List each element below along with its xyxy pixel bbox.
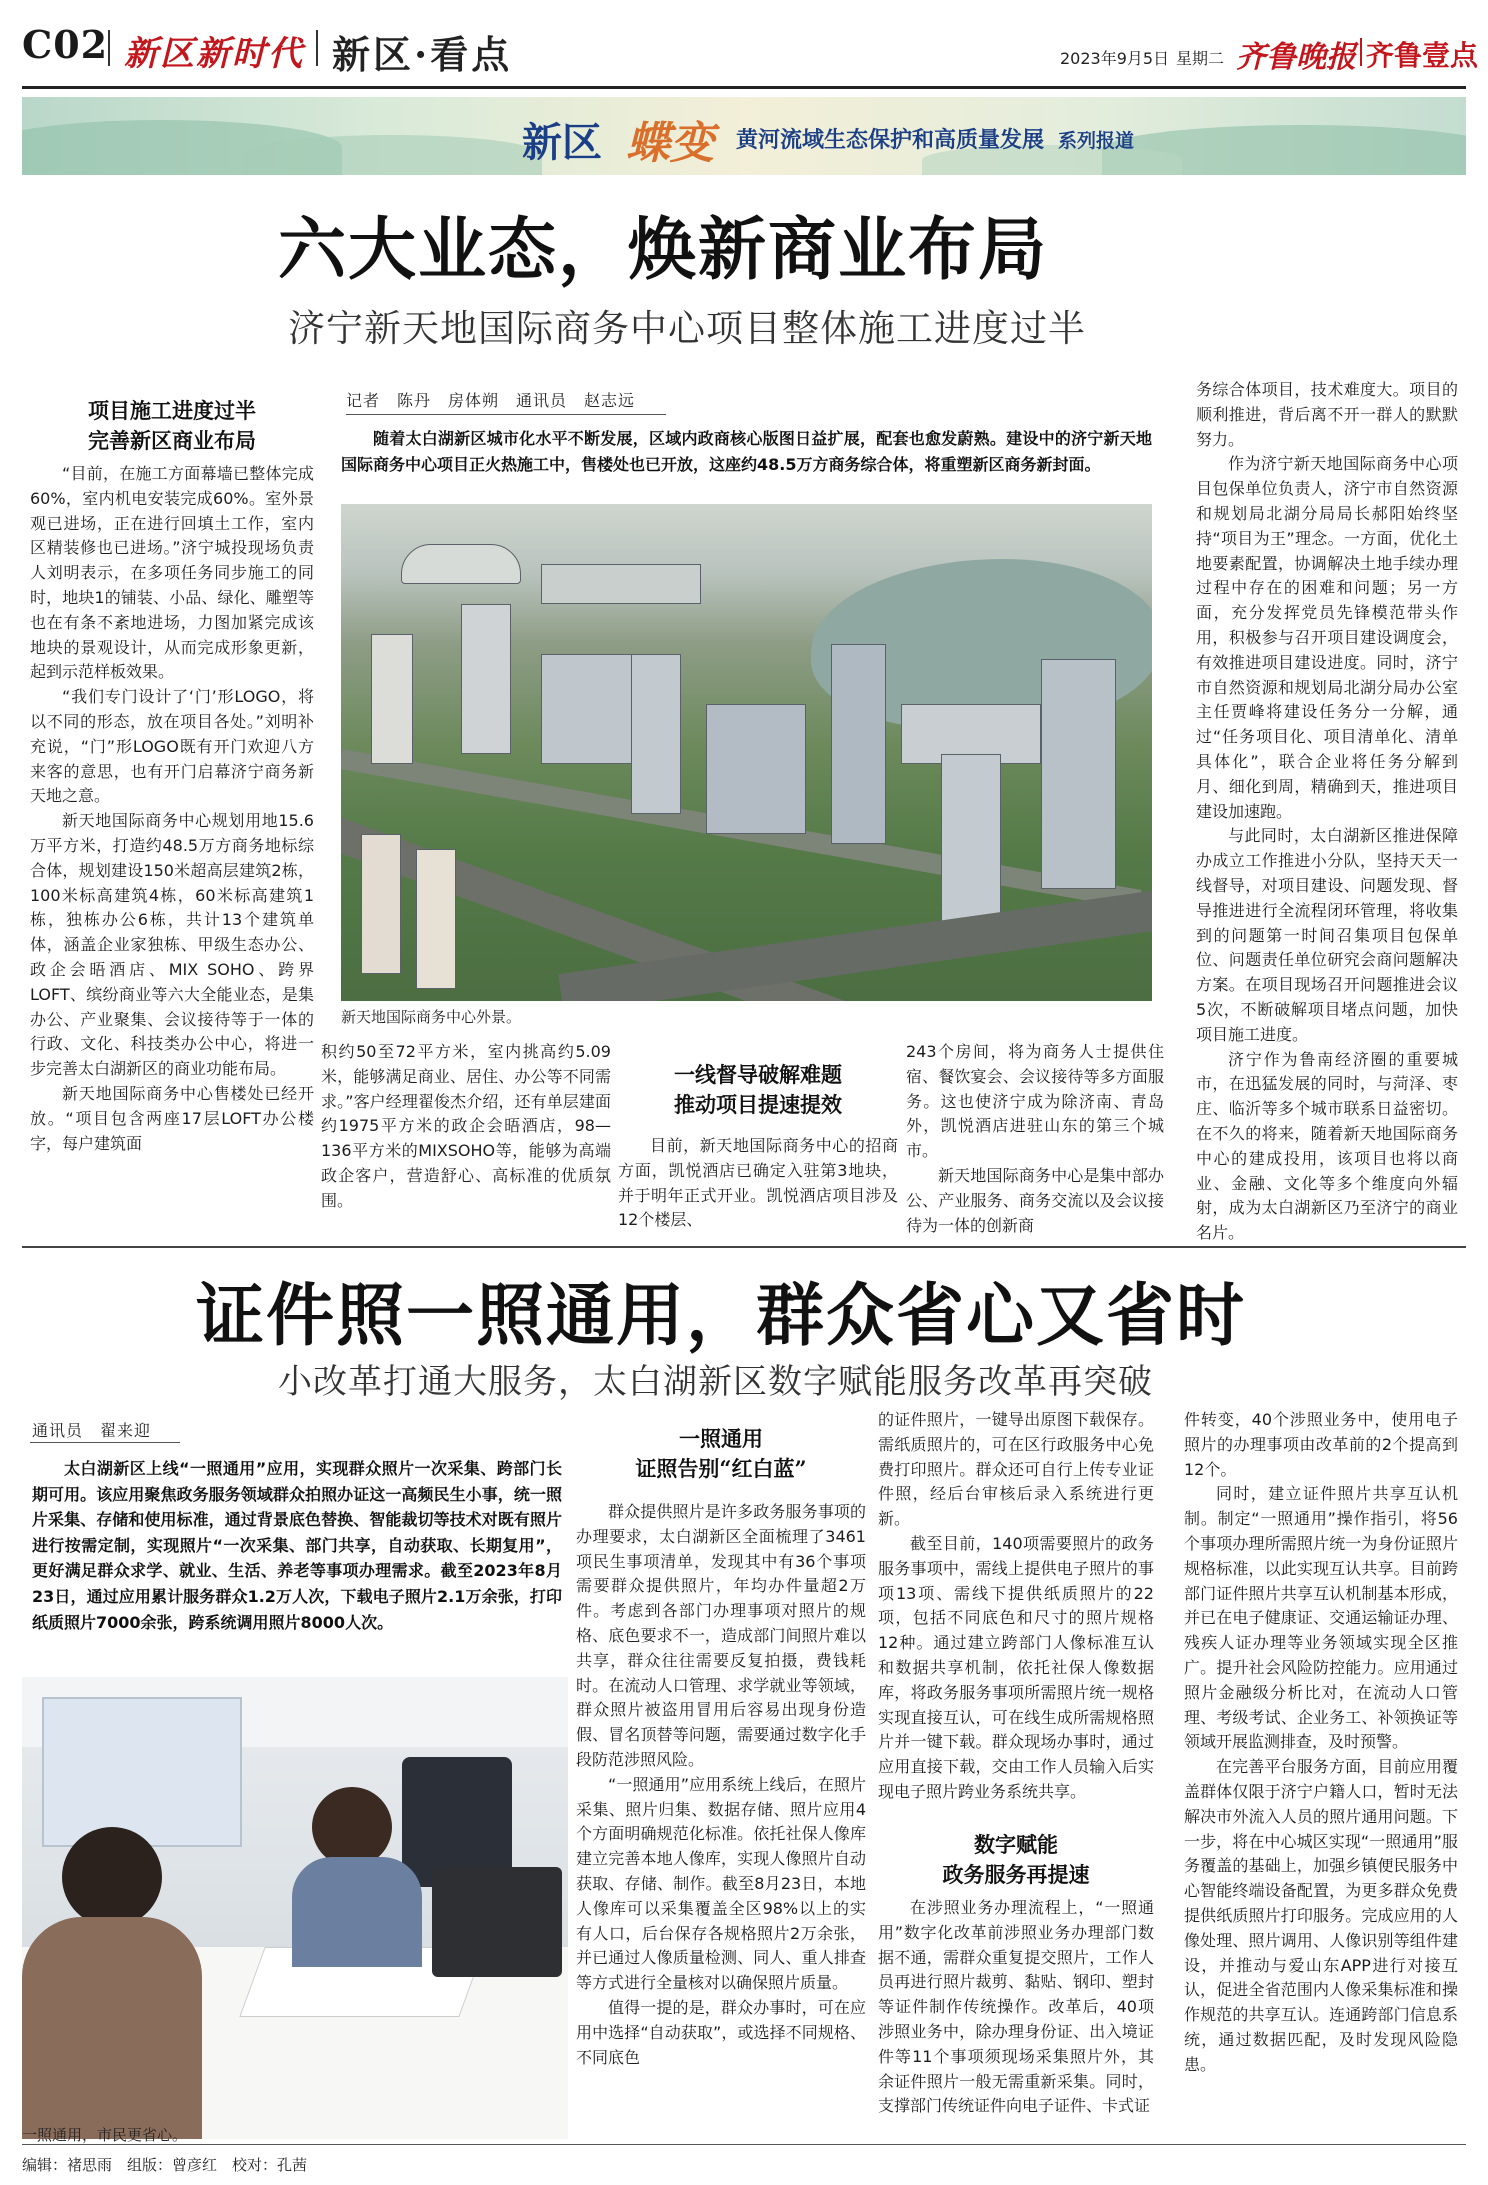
- paragraph: 243个房间，将为商务人士提供住宿、餐饮宴会、会议接待等多方面服务。这也使济宁成为除济南、青岛外，凯悦酒店进驻山东的第三个城市。: [906, 1042, 1164, 1161]
- article2-col2-heading: 一照通用 证照告别“红白蓝”: [635, 1426, 807, 1482]
- paragraph: 件转变，40个涉照业务中，使用电子照片的办理事项由改革前的2个提高到12个。: [1184, 1410, 1458, 1479]
- article2-byline: 通讯员 翟来迎: [32, 1421, 152, 1440]
- banner-title: 新区: [522, 119, 602, 166]
- banner-subtitle: 黄河流域生态保护和高质量发展: [736, 127, 1045, 153]
- app-logo: 齐鲁壹点: [1366, 39, 1479, 72]
- issue-date: 2023年9月5日: [1060, 49, 1170, 68]
- article1-headline: 六大业态，焕新商业布局: [278, 210, 1049, 290]
- paragraph: 同时，建立证件照片共享互认机制。制定“一照通用”操作指引，将56个事项办理所需照片统一为身份证照片规格标准，以此实现互认共享。目前跨部门证件照片共享互认机制基本形成，并已在电子健康证、交通运输证办理、残疾人证办理等业务领域实现全区推广。提升社会风险防控能力。应用通过照片金融级分析比对，在流动人口管理、考级考试、企业务工、补领换证等领域开展监测排查，及时预警。: [1184, 1484, 1458, 1752]
- paragraph: 的证件照片，一键导出原图下载保存。需纸质照片的，可在区行政服务中心免费打印照片。群众还可自行上传专业证件照，经后台审核后录入系统进行更新。: [878, 1410, 1154, 1529]
- article1-col2b-heading: 一线督导破解难题 推动项目提速提效: [674, 1062, 842, 1118]
- photo-building: [631, 654, 681, 814]
- paragraph: 新天地国际商务中心售楼处已经开放。“项目包含两座17层LOFT办公楼字，每户建筑面: [30, 1083, 314, 1153]
- aerial-photo: [341, 504, 1152, 1001]
- service-counter-photo: [22, 1677, 568, 2139]
- photo-building: [1041, 659, 1116, 889]
- paragraph: 值得一提的是，群众办事时，可在应用中选择“自动获取”，或选择不同规格、不同底色: [576, 1997, 866, 2067]
- article1-col2b: [618, 1134, 898, 1233]
- paragraph: 新天地国际商务中心是集中部办公、产业服务、商务交流以及会议接待为一体的创新商: [906, 1165, 1164, 1235]
- article2-col3-heading: 数字赋能 政务服务再提速: [942, 1832, 1090, 1888]
- article2-col4: [1184, 1408, 1458, 2078]
- article2-headline: 证件照一照通用，群众省心又省时: [196, 1276, 1247, 1356]
- photo-building: [416, 849, 456, 989]
- article1-subheadline: 济宁新天地国际商务中心项目整体施工进度过半: [288, 307, 1086, 350]
- header-divider: [316, 30, 318, 66]
- byline-rule: [30, 1442, 180, 1443]
- paragraph: 务综合体项目，技术难度大。项目的顺利推进，背后离不开一群人的默默努力。: [1196, 380, 1458, 449]
- photo-person: [62, 1827, 162, 1927]
- paragraph: 新天地国际商务中心规划用地15.6万平方米，打造约48.5万方商务地标综合体，规划建设150米超高层建筑2栋，100米标高建筑4栋，60米标高建筑1栋，独栋办公6栋，共计13个建筑单体，涵盖企业家独栋、甲级生态办公、政企会晤酒店、MIX SOHO、跨界LOFT、缤纷商业等六大全能业态，是集办公、产业聚集、会议接待等于一体的行政、文化、科技类办公中心，将进一步完善太白湖新区的商业功能布局。: [30, 811, 314, 1079]
- article1-col1-heading: 项目施工进度过半 完善新区商业布局: [88, 398, 256, 454]
- article2-photo-caption: 一照通用，市民更省心。: [22, 2126, 188, 2144]
- brand-logo: 新区新时代: [124, 34, 304, 74]
- paragraph: 积约50至72平方米，室内挑高约5.09米，能够满足商业、居住、办公等不同需求。”客户经理翟俊杰介绍，还有单层建面约1975平方米的政企会晤酒店，98—136平方米的MIXSOHO等，能够为高端政企客户，营造舒心、高标准的优质氛围。: [321, 1042, 611, 1210]
- article1-col3: [1196, 378, 1458, 1246]
- paragraph: 在涉照业务办理流程上，“一照通用”数字化改革前涉照业务办理部门数据不通，需群众重复提交照片，工作人员再进行照片裁剪、黏贴、钢印、塑封等证件制作传统操作。改革后，40项涉照业务中，除办理身份证、出入境证件等11个事项须现场采集照片外，其余证件照片一般无需重新采集。同时，支撑部门传统证件向电子证件、卡式证: [878, 1898, 1154, 2116]
- paragraph: 截至目前，140项需要照片的政务服务事项中，需线上提供电子照片的事项13项、需线下提供纸质照片的22项，包括不同底色和尺寸的照片规格12种。通过建立跨部门人像标准互认和数据共享机制，依托社保人像数据库，将政务服务事项所需照片统一规格实现直接互认，可在线生成所需规格照片并一键下载。群众现场办事时，通过应用直接下载，交由工作人员输入后实现电子照片跨业务系统共享。: [878, 1533, 1154, 1801]
- banner-hill: [242, 135, 542, 175]
- section-title: 新区·看点: [332, 32, 513, 77]
- article1-col2a: [321, 1040, 611, 1214]
- paragraph: “我们专门设计了‘门’形LOGO，将以不同的形态，放在项目各处。”刘明补充说，“门”形LOGO既有开门欢迎八方来客的意思，也有开门启幕济宁商务新天地之意。: [30, 687, 314, 806]
- article1-col1: [30, 462, 314, 1156]
- photo-building: [461, 604, 511, 754]
- photo-building: [371, 634, 413, 764]
- paragraph: 在完善平台服务方面，目前应用覆盖群体仅限于济宁户籍人口，暂时无法解决市外流入人员的照片通用问题。下一步，将在中心城区实现“一照通用”服务覆盖的基础上，加强乡镇便民服务中心智能终端设备配置，为更多群众免费提供纸质照片打印服务。完成应用的人像处理、照片调用、人像识别等组件建设，并推动与爱山东APP进行对接互认，促进全省范围内人像采集标准和操作规范的共享互认。连通跨部门信息系统，通过数据匹配，及时发现风险隐患。: [1184, 1757, 1458, 2074]
- header-divider: [1360, 38, 1362, 66]
- photo-building: [541, 564, 701, 604]
- header-divider: [108, 30, 110, 66]
- byline-rule: [346, 414, 666, 415]
- series-banner: [22, 97, 1466, 175]
- issue-weekday: 星期二: [1176, 49, 1225, 68]
- paragraph: 与此同时，太白湖新区推进保障办成立工作推进小分队，坚持天天一线督导，对项目建设、问题发现、督导推进进行全流程闭环管理，将收集到的问题第一时间召集项目包保单位、问题责任单位研究会商问题解决方案。在项目现场召开问题推进会议5次，不断破解项目堵点问题，加快项目施工进度。: [1196, 826, 1458, 1044]
- paper-logo: 齐鲁晚报: [1236, 40, 1356, 75]
- banner-title-accent: 蝶变: [626, 118, 714, 169]
- header-rule: [22, 86, 1466, 89]
- photo-building: [706, 704, 806, 834]
- article2-col3: [878, 1408, 1154, 1805]
- article2-col2: [576, 1500, 866, 2070]
- paragraph: 作为济宁新天地国际商务中心项目包保单位负责人，济宁市自然资源和规划局北湖分局局长郝阳始终坚持“项目为王”理念。一方面，优化土地要素配置，协调解决土地手续办理过程中存在的困难和问题；另一方面，充分发挥党员先锋模范带头作用，积极参与召开项目建设调度会，有效推进项目建设进度。同时，济宁市自然资源和规划局北湖分局办公室主任贾峰将建设任务分一分解，通过“任务项目化、项目清单化、清单具体化”，联合企业将任务分解到月、细化到周，精确到天，推进项目建设加速跑。: [1196, 454, 1458, 821]
- paragraph: “目前，在施工方面幕墙已整体完成60%，室内机电安装完成60%。室外景观已进场，正在进行回填土工作，室内区精装修也已进场。”济宁城投现场负责人刘明表示，在多项任务同步施工的同时，地块1的铺装、小品、绿化、雕塑等也在有条不紊地进场，力图加紧完成该地块的景观设计，从而完成形象更新，起到示范样板效果。: [30, 464, 314, 682]
- banner-series: 系列报道: [1058, 130, 1135, 152]
- photo-printer: [432, 1867, 562, 1977]
- footer-rule: [22, 2144, 1466, 2145]
- paragraph: 目前，新天地国际商务中心的招商方面，凯悦酒店已确定入驻第3地块，并于明年正式开业。凯悦酒店项目涉及12个楼层、: [618, 1136, 898, 1230]
- photo-building: [401, 544, 521, 584]
- article-divider: [22, 1246, 1466, 1248]
- article2-subheadline: 小改革打通大服务，太白湖新区数字赋能服务改革再突破: [278, 1362, 1153, 1402]
- photo-building: [941, 754, 1001, 924]
- article1-col2c: [906, 1040, 1164, 1238]
- photo-building: [831, 644, 886, 844]
- photo-building: [361, 834, 401, 974]
- article2-col3b: [878, 1896, 1154, 2119]
- paragraph: 济宁作为鲁南经济圈的重要城市，在迅猛发展的同时，与菏泽、枣庄、临沂等多个城市联系日益密切。在不久的将来，随着新天地国际商务中心的建成投用，该项目也将以商业、金融、文化等多个维度向外辐射，成为太白湖新区乃至济宁的商业名片。: [1196, 1049, 1458, 1243]
- article2-lead: 太白湖新区上线“一照通用”应用，实现群众照片一次采集、跨部门长期可用。该应用聚焦政务服务领域群众拍照办证这一高频民生小事，统一照片采集、存储和使用标准，通过背景底色替换、智能裁切等技术对既有照片进行按需定制，实现照片“一次采集、部门共享，自动获取、长期复用”，更好满足群众求学、就业、生活、养老等事项办理需求。截至2023年8月23日，通过应用累计服务群众1.2万人次，下载电子照片2.1万余张，打印纸质照片7000余张，跨系统调用照片8000人次。: [32, 1459, 562, 1632]
- article1-photo-caption: 新天地国际商务中心外景。: [341, 1008, 522, 1026]
- page-code: C02: [22, 22, 109, 67]
- photo-person: [292, 1857, 422, 1967]
- photo-person: [312, 1787, 392, 1867]
- footer-credits: 编辑：褚思雨 组版：曾彦红 校对：孔茜: [22, 2156, 308, 2174]
- paragraph: “一照通用”应用系统上线后，在照片采集、照片归集、数据存储、照片应用4个方面明确规范化标准。依托社保人像库建立完善本地人像库，实现人像照片自动获取、存储、制作。截至8月23日，本地人像库可以采集覆盖全区98%以上的实有人口，后台保存各规格照片2万余张，并已通过人像质量检测、同人、重人排查等方式进行全量核对以确保照片质量。: [576, 1774, 866, 1993]
- article1-byline: 记者 陈丹 房体朔 通讯员 赵志远: [346, 391, 636, 410]
- paragraph: 群众提供照片是许多政务服务事项的办理要求，太白湖新区全面梳理了3461项民生事项清单，发现其中有36个事项需要群众提供照片，年均办件量超2万件。考虑到各部门办理事项对照片的规格、底色要求不一，造成部门间照片难以共享，群众往往需要反复拍摄，费钱耗时。在流动人口管理、求学就业等领域，群众照片被盗用冒用后容易出现身份造假、冒名顶替等问题，需要通过数字化手段防范涉照风险。: [576, 1502, 866, 1769]
- article1-lead: 随着太白湖新区城市化水平不断发展，区域内政商核心版图日益扩展，配套也愈发蔚熟。建设中的济宁新天地国际商务中心项目正火热施工中，售楼处也已开放，这座约48.5万方商务综合体，将重塑新区商务新封面。: [341, 429, 1152, 474]
- photo-monitor: [42, 1697, 242, 1847]
- photo-person: [22, 1917, 202, 2139]
